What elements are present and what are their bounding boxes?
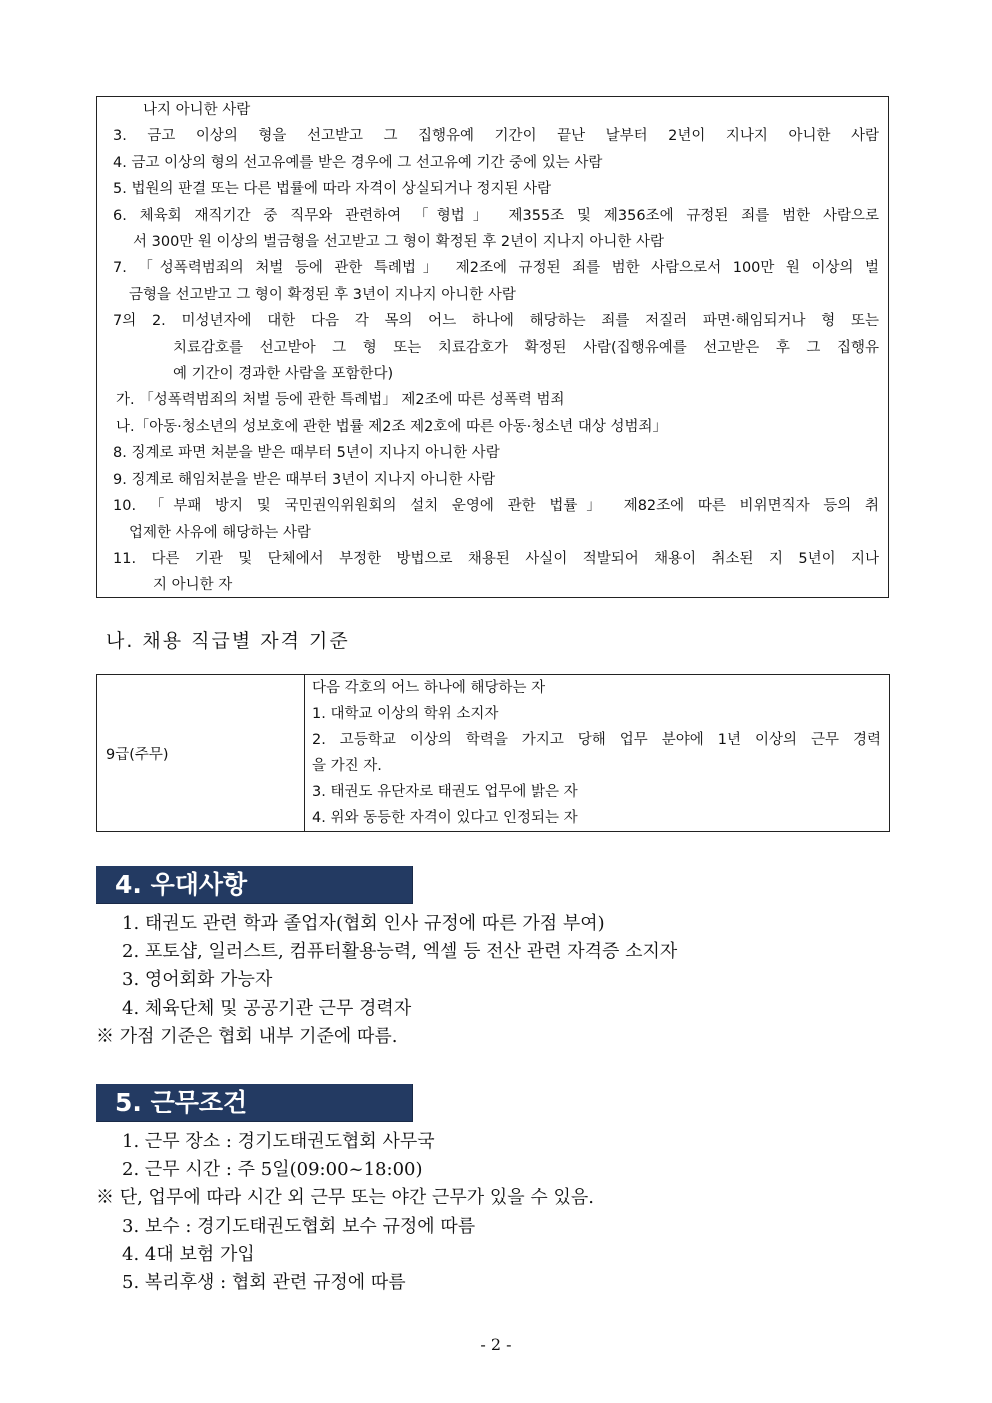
requirement-line: 을 가진 자.: [312, 758, 382, 774]
preference-note: ※ 가점 기준은 협회 내부 기준에 따름.: [96, 1025, 398, 1047]
disq-line: 서 300만 원 이상의 벌금형을 선고받고 그 형이 확정된 후 2년이 지나지 아니한 사람: [133, 234, 665, 251]
disq-line: 8. 징계로 파면 처분을 받은 때부터 5년이 지나지 아니한 사람: [113, 445, 500, 462]
disq-line: 나지 아니한 사람: [143, 102, 251, 118]
section-5-title: 5. 근무조건: [96, 1084, 413, 1122]
preference-list: [96, 910, 677, 1051]
disq-line: 7의 2. 미성년자에 대한 다음 각 목의 어느 하나에 해당하는 죄를 저질러 파면·해임되거나 형 또는: [113, 313, 879, 330]
disq-line: 예 기간이 경과한 사람을 포함한다): [173, 366, 394, 383]
disq-line: 6. 체육회 재직기간 중 직무와 관련하여 「형법」 제355조 및 제356조에 규정된 죄를 범한 사람으로: [113, 207, 879, 224]
list-item: 5. 복리후생 : 협회 관련 규정에 따름: [122, 1272, 406, 1294]
requirement-line: 2. 고등학교 이상의 학력을 가지고 당해 업무 분야에 1년 이상의 근무 경력: [312, 732, 881, 748]
disq-line: 4. 금고 이상의 형의 선고유예를 받은 경우에 그 선고유예 기간 중에 있는 사람: [113, 154, 603, 171]
conditions-note: ※ 단, 업무에 따라 시간 외 근무 또는 야간 근무가 있을 수 있음.: [96, 1187, 595, 1209]
requirement-line: 4. 위와 동등한 자격이 있다고 인정되는 자: [312, 810, 578, 826]
list-item: 2. 포토샵, 일러스트, 컴퓨터활용능력, 엑셀 등 전산 관련 자격증 소지자: [122, 941, 678, 963]
list-item: 1. 근무 장소 : 경기도태권도협회 사무국: [122, 1131, 435, 1152]
disq-line: 11. 다른 기관 및 단체에서 부정한 방법으로 채용된 사실이 적발되어 채용이 취소된 지 5년이 지나: [113, 550, 879, 567]
requirement-line: 3. 태권도 유단자로 태권도 업무에 밝은 자: [312, 784, 578, 800]
qualification-table: [96, 674, 890, 832]
disq-line: 가. 「성폭력범죄의 처벌 등에 관한 특례법」 제2조에 따른 성폭력 범죄: [116, 392, 565, 409]
list-item: 1. 태권도 관련 학과 졸업자(협회 인사 규정에 따른 가점 부여): [122, 913, 605, 934]
list-item: 2. 근무 시간 : 주 5일(09:00~18:00): [122, 1159, 423, 1181]
disq-line: 금형을 선고받고 그 형이 확정된 후 3년이 지나지 아니한 사람: [129, 286, 516, 303]
disq-line: 업제한 사유에 해당하는 사람: [129, 524, 311, 541]
list-item: 4. 체육단체 및 공공기관 근무 경력자: [122, 997, 412, 1019]
disq-line: 나.「아동·청소년의 성보호에 관한 법률 제2조 제2호에 따른 아동·청소년 대상 성범죄」: [116, 418, 667, 435]
requirements-cell: [305, 675, 890, 832]
disq-line: 5. 법원의 판결 또는 다른 법률에 따라 자격이 상실되거나 정지된 사람: [113, 181, 552, 198]
list-item: 3. 영어회화 가능자: [122, 969, 273, 991]
disq-line: 7. 「성폭력범죄의 처벌 등에 관한 특례법」 제2조에 규정된 죄를 범한 사람으로서 100만 원 이상의 벌: [113, 260, 879, 277]
qualification-heading: 나. 채용 직급별 자격 기준: [106, 630, 350, 652]
disq-line: 3. 금고 이상의 형을 선고받고 그 집행유예 기간이 끝난 날부터 2년이 지나지 아니한 사람: [113, 128, 879, 145]
disq-line: 9. 징계로 해임처분을 받은 때부터 3년이 지나지 아니한 사람: [113, 471, 496, 488]
section-4-title: 4. 우대사항: [96, 866, 413, 904]
list-item: 3. 보수 : 경기도태권도협회 보수 규정에 따름: [122, 1215, 476, 1237]
disq-line: 10. 「부패 방지 및 국민권익위원회의 설치 운영에 관한 법률」 제82조에 따른 비위면직자 등의 취: [113, 498, 879, 515]
disq-line: 치료감호를 선고받아 그 형 또는 치료감호가 확정된 사람(집행유예를 선고받은 후 그 집행유: [173, 339, 879, 356]
grade-cell: 9급(주무): [97, 675, 305, 832]
disqualification-box: [96, 96, 889, 598]
conditions-list: [96, 1128, 594, 1297]
list-item: 4. 4대 보험 가입: [122, 1243, 255, 1265]
page-number: - 2 -: [480, 1335, 512, 1354]
disq-line: 지 아니한 자: [153, 577, 233, 594]
requirement-line: 1. 대학교 이상의 학위 소지자: [312, 706, 499, 722]
requirement-line: 다음 각호의 어느 하나에 해당하는 자: [312, 680, 546, 696]
